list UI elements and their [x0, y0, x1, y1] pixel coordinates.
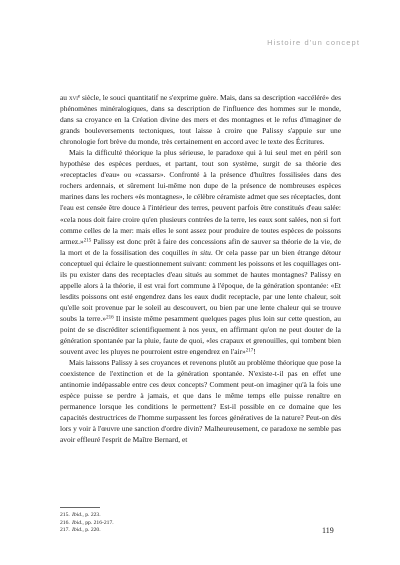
text-run: Mais la difficulté théorique la plus sérieuse, le paradoxe qui à lui seul met en péril son hypothèse des espèces perdues, et partant, tout son système, surgit de sa théorie des «receptacles d'eau» ou «cassars». Confronté à la présence d'huîtres fossilisées dans des rochers ardennais, et sûrement lui-même non dupe de la présence de nombreuses espèces marines dans les rochers «ès montagnes», le célèbre céramiste admet que ses réceptacles, dont l'eau est censée être douce à l'intérieur des terres, peuvent parfois être constitués d'eau salée: «cela nous doit faire croire qu'en plusieurs contrées de la terre, les eaux sont salées, non si fort comme celles de la mer: mais elles le sont assez pour produire de toutes espèces de poissons armez.» — [60, 148, 341, 246]
superscript: 216 — [106, 315, 114, 321]
text-run: , pp. 216-217. — [82, 519, 114, 526]
paragraph — [60, 92, 341, 147]
text-run: Ibid. — [72, 519, 83, 526]
text-run: , p. 223. — [82, 512, 101, 518]
body-text — [60, 92, 341, 446]
footnote — [60, 527, 341, 535]
footnotes — [60, 512, 341, 535]
paragraph — [60, 147, 341, 357]
superscript: e — [77, 94, 81, 100]
text-run: Ibid. — [72, 527, 83, 534]
footnote — [60, 512, 341, 520]
text-run: Palissy est donc prêt à faire des concessions afin de sauver sa théorie de la vie, de la mort et de la fossilisation des coquilles — [60, 236, 341, 257]
text-run: . Or cela passe par un bien étrange détour conceptuel qui éclaire le questionnement suivant: comment les poissons et les coquillages ont-ils pu exister dans des receptacles d'eau situés au sommet de hautes montagnes? Palissy en appelle alors à la théorie, il est vrai fort commune à l'époque, de la génération spontanée: «Et lesdits poissons ont esté engendrez dans les eaux dudit receptacle, par une lente chaleur, soit qu'elle soit provenue par le soleil au descouvert, ou bien par une lente chaleur qui se trouve soubs la terre.» — [60, 247, 341, 323]
page-number: 119 — [322, 526, 334, 535]
text-run: ! — [253, 347, 256, 357]
superscript: 217 — [245, 348, 254, 354]
paragraph — [60, 357, 341, 445]
footnote-number: 215. — [60, 512, 70, 518]
footnote — [60, 520, 341, 528]
text-run: siècle, le souci quantitatif ne s'exprime guère. Mais, dans sa description «accéléré» des phénomènes minéralogiques, dans sa description de l'influence des hommes sur le monde, dans sa croyance en la Création divine des mers et des montagnes et le refus d'imaginer de grands bouleversements tectoniques, tout laisse à croire que Palissy s'appuie sur une chronologie fort brève du monde, très certainement en accord avec le texte des Écritures. — [60, 93, 342, 147]
text-run: au — [60, 93, 69, 102]
running-header: Histoire d'un concept — [267, 38, 360, 47]
superscript: 215 — [83, 238, 92, 244]
text-run: Mais laissons Palissy à ses croyances et revenons plutôt au problème théorique que pose la coexistence de l'extinction et de la génération spontanée. N'existe-t-il pas en effet une antinomie indépassable entre ces deux concepts? Comment peut-on imaginer qu'à la fois une espèce puisse se perdre à jamais, et que dans le même temps elle puisse renaître en permanence lorsque les conditions le permettent? Est-il possible en ce domaine que les capacités destructrices de l'homme surpassent les forces génératives de la nature? Peut-on dès lors y voir à l'œuvre une sanction d'ordre divin? Malheureusement, ce paradoxe ne semble pas avoir effleuré l'esprit de Maître Bernard, et — [60, 358, 341, 445]
text-run: Ibid. — [72, 512, 83, 518]
text-run: , p. 220. — [82, 527, 101, 534]
text-run: xvi — [68, 93, 78, 102]
text-run: in situ — [191, 247, 211, 257]
footnote-divider — [60, 507, 100, 508]
text-run: Il insiste même pesamment quelques pages plus loin sur cette question, au point de se discréditer scientifiquement à nos yeux, en affirmant qu'on ne peut douter de la génération spontanée par la pluie, faute de quoi, «les crapaux et grenouilles, qui tombent bien souvent avec les pluyes ne pourroient estre engendrez en l'air» — [60, 313, 341, 357]
footnote-number: 216. — [60, 519, 70, 526]
footnote-number: 217. — [60, 527, 70, 534]
